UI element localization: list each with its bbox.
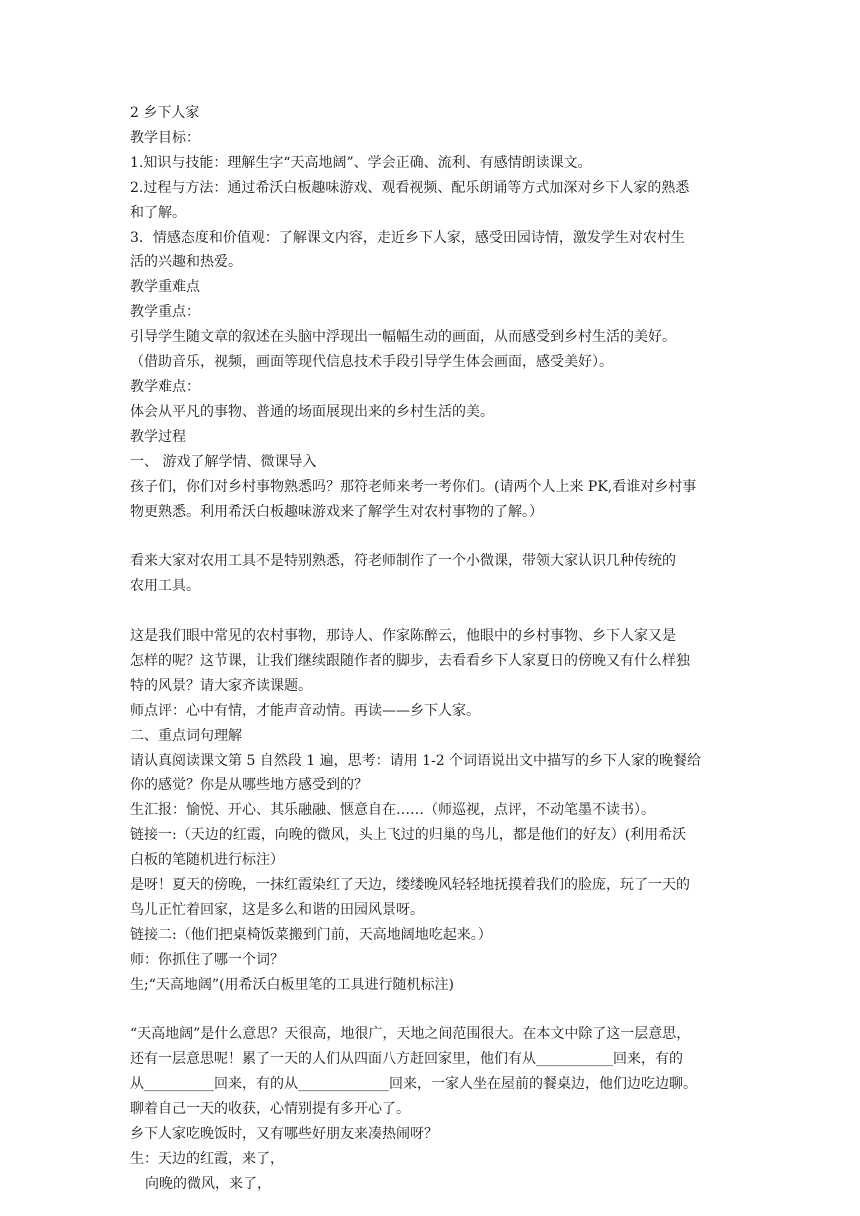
paragraph-line: 活的兴趣和热爱。 <box>130 254 242 271</box>
paragraph-line: 农用工具。 <box>130 578 200 595</box>
paragraph-line: 孩子们，你们对乡村事物熟悉吗？那符老师来考一考你们。(请两个人上来 PK,看谁对乡村事 <box>130 478 697 495</box>
section-heading: 教学目标： <box>130 129 200 146</box>
paragraph-line: 从__________回来，有的从_____________回来，一家人坐在屋前的餐桌边，他们边吃边聊。 <box>130 1076 697 1093</box>
paragraph-line: 师：你抓住了哪一个词？ <box>130 951 284 968</box>
paragraph-line: 这是我们眼中常见的农村事物，那诗人、作家陈醉云，他眼中的乡村事物、乡下人家又是 <box>130 628 676 644</box>
paragraph-line: 向晚的微风，来了， <box>145 1175 271 1192</box>
paragraph-line: 是呀！夏天的傍晚，一抹红霞染红了天边，缕缕晚风轻轻地抚摸着我们的脸庞，玩了一天的 <box>130 877 690 894</box>
paragraph-line: 3．情感态度和价值观：了解课文内容，走近乡下人家，感受田园诗情，激发学生对农村生 <box>130 229 685 246</box>
paragraph-line: 生;“天高地阔”(用希沃白板里笔的工具进行随机标注) <box>130 976 454 993</box>
section-heading: 二、重点词句理解 <box>130 727 242 744</box>
paragraph-line: 链接一:（天边的红霞，向晚的微风，头上飞过的归巢的鸟儿，都是他们的好友）(利用希沃 <box>130 827 687 844</box>
paragraph-line: 乡下人家吃晚饭时，又有哪些好朋友来凑热闹呀？ <box>130 1126 438 1143</box>
paragraph-line: 2.过程与方法：通过希沃白板趣味游戏、观看视频、配乐朗诵等方式加深对乡下人家的熟悉 <box>130 179 690 196</box>
blank-line <box>130 998 735 1023</box>
paragraph-line: 师点评：心中有情，才能声音动情。再读——乡下人家。 <box>130 702 480 719</box>
section-heading: 教学过程 <box>130 428 186 445</box>
paragraph-line: 引导学生随文章的叙述在头脑中浮现出一幅幅生动的画面，从而感受到乡村生活的美好。 <box>130 329 676 346</box>
paragraph-line: 请认真阅读课文第 5 自然段 1 遍，思考：请用 1-2 个词语说出文中描写的乡下人家的晚餐给 <box>130 752 702 769</box>
paragraph-line: 看来大家对农用工具不是特别熟悉，符老师制作了一个小微课，带领大家认识几种传统的 <box>130 553 676 570</box>
section-heading: 一、 游戏了解学情、微课导入 <box>130 453 317 470</box>
paragraph-line: 白板的笔随机进行标注） <box>130 852 284 869</box>
paragraph-line: 体会从平凡的事物、普通的场面展现出来的乡村生活的美。 <box>130 403 494 420</box>
paragraph-line: 特的风景？请大家齐读课题。 <box>130 677 312 694</box>
paragraph-line: 聊着自己一天的收获，心情别提有多开心了。 <box>130 1101 410 1118</box>
paragraph-line: 物更熟悉。利用希沃白板趣味游戏来了解学生对农村事物的了解。） <box>130 503 543 520</box>
section-heading: 教学重难点 <box>130 279 200 296</box>
section-heading: 教学难点： <box>130 378 200 395</box>
paragraph-line: 鸟儿正忙着回家，这是多么和谐的田园风景呀。 <box>130 901 424 918</box>
paragraph-line: “天高地阔”是什么意思？天很高，地很广，天地之间范围很大。在本文中除了这一层意思， <box>130 1026 691 1043</box>
blank-line <box>130 599 735 624</box>
paragraph-line: 链接二:（他们把桌椅饭菜搬到门前，天高地阔地吃起来。） <box>130 926 492 943</box>
paragraph-line: 1.知识与技能：理解生字“天高地阔”、学会正确、流利、有感情朗读课文。 <box>130 154 592 171</box>
lesson-title: 2 乡下人家 <box>130 105 200 121</box>
paragraph-line: 还有一层意思呢！累了一天的人们从四面八方赶回家里，他们有从___________回来，有的 <box>130 1051 683 1068</box>
paragraph-line: 怎样的呢？这节课，让我们继续跟随作者的脚步，去看看乡下人家夏日的傍晚又有什么样独 <box>130 652 690 669</box>
paragraph-line: 你的感觉？你是从哪些地方感受到的？ <box>130 777 368 794</box>
document-page <box>130 101 735 1197</box>
paragraph-line: 和了解。 <box>130 204 186 221</box>
paragraph-line: 生汇报：愉悦、开心、其乐融融、惬意自在……（师巡视，点评，不动笔墨不读书）。 <box>130 802 655 819</box>
section-heading: 教学重点： <box>130 304 200 321</box>
blank-line <box>130 524 735 549</box>
paragraph-line: 生：天边的红霞，来了， <box>130 1151 284 1168</box>
paragraph-line: （借助音乐，视频，画面等现代信息技术手段引导学生体会画面，感受美好）。 <box>130 354 613 371</box>
